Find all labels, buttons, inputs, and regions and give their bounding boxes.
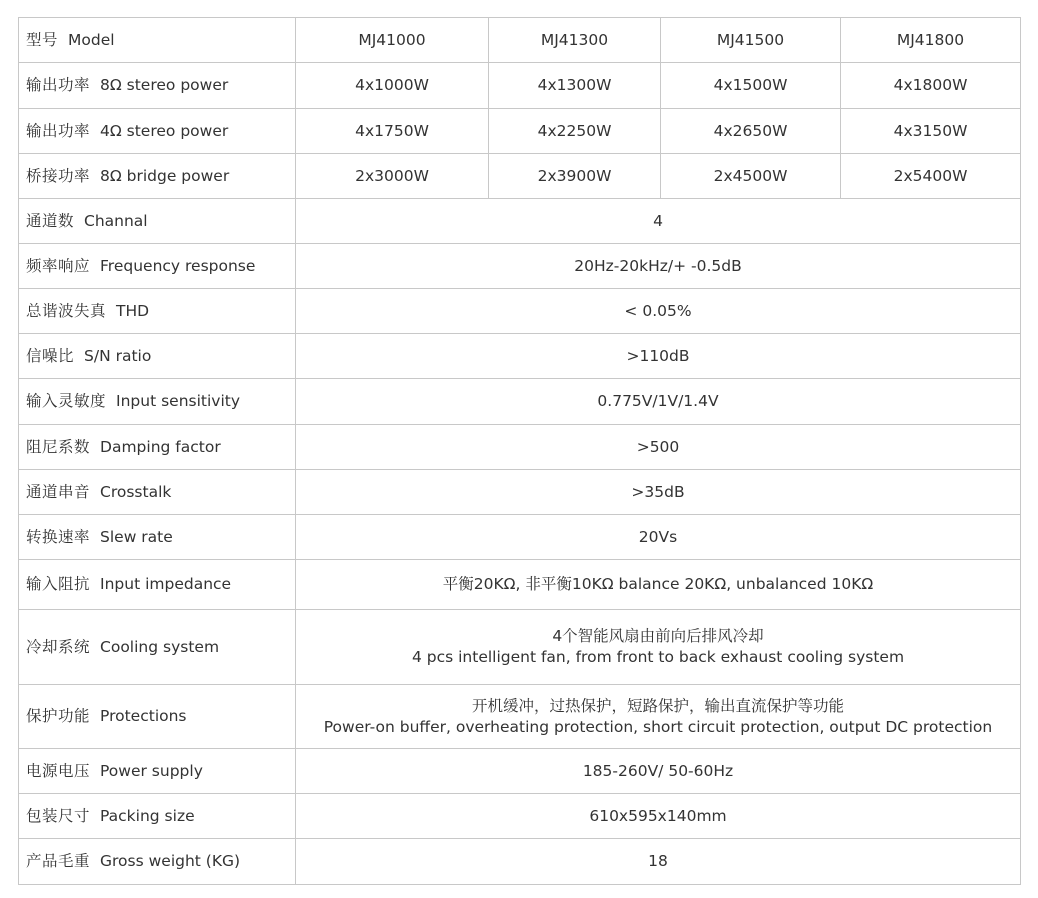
row-label-zh: 总谐波失真 <box>26 301 107 320</box>
spec-table-body <box>19 18 1021 885</box>
row-label-en: Channal <box>84 211 148 230</box>
row-label <box>19 109 296 154</box>
row-label-zh: 转换速率 <box>26 527 91 546</box>
model-cell: MJ41300 <box>489 18 661 63</box>
power-cell: 4x3150W <box>841 109 1021 154</box>
table-row <box>19 379 1021 425</box>
row-label-zh: 信噪比 <box>26 346 75 365</box>
spec-value <box>296 794 1021 839</box>
row-label-en: Cooling system <box>100 637 220 656</box>
table-row <box>19 63 1021 109</box>
spec-value-line: 0.775V/1V/1.4V <box>597 392 719 410</box>
row-label-en: Input impedance <box>100 575 232 593</box>
table-row <box>19 289 1021 334</box>
row-label-en: Frequency response <box>100 256 256 275</box>
power-cell: 2x4500W <box>661 154 841 199</box>
row-label <box>19 379 296 425</box>
spec-value <box>296 839 1021 885</box>
row-label <box>19 289 296 334</box>
table-row <box>19 794 1021 839</box>
power-cell: 4x2650W <box>661 109 841 154</box>
spec-value-line: 平衡20KΩ, 非平衡10KΩ balance 20KΩ, unbalanced 10KΩ <box>442 575 874 593</box>
power-cell: 2x3000W <box>296 154 489 199</box>
table-row <box>19 749 1021 794</box>
row-label-zh: 输出功率 <box>26 76 91 94</box>
model-cell: MJ41800 <box>841 18 1021 63</box>
spec-value <box>296 515 1021 560</box>
spec-value-line: >110dB <box>626 346 690 365</box>
table-row <box>19 425 1021 470</box>
spec-value-line: 20Hz-20kHz/+ -0.5dB <box>574 256 742 275</box>
row-label-en: 4Ω stereo power <box>100 121 229 140</box>
table-row <box>19 109 1021 154</box>
model-cell: MJ41500 <box>661 18 841 63</box>
row-label <box>19 63 296 109</box>
spec-value <box>296 425 1021 470</box>
row-label <box>19 425 296 470</box>
spec-value <box>296 244 1021 289</box>
row-label-zh: 频率响应 <box>26 256 91 275</box>
table-row <box>19 685 1021 749</box>
spec-value <box>296 610 1021 685</box>
spec-value-line: 4 <box>653 211 663 230</box>
row-label <box>19 515 296 560</box>
row-label-en: 8Ω stereo power <box>100 76 229 94</box>
power-cell: 4x2250W <box>489 109 661 154</box>
power-cell: 2x3900W <box>489 154 661 199</box>
row-label <box>19 18 296 63</box>
row-label-en: Crosstalk <box>100 482 172 501</box>
row-label-zh: 输出功率 <box>26 121 91 140</box>
row-label-en: S/N ratio <box>84 346 152 365</box>
row-label-zh: 冷却系统 <box>26 637 91 656</box>
row-label <box>19 199 296 244</box>
spec-value-line: < 0.05% <box>624 301 692 320</box>
row-label-zh: 包装尺寸 <box>26 806 91 825</box>
spec-value-line: 4个智能风扇由前向后排风冷却 <box>552 627 764 645</box>
spec-value <box>296 560 1021 610</box>
row-label-zh: 产品毛重 <box>26 852 91 870</box>
power-cell: 4x1750W <box>296 109 489 154</box>
row-label-en: 8Ω bridge power <box>100 166 230 185</box>
row-label-zh: 输入阻抗 <box>26 575 91 593</box>
spec-value-line: 20Vs <box>638 527 678 546</box>
power-cell: 4x1800W <box>841 63 1021 109</box>
spec-table <box>18 17 1021 885</box>
spec-value-line: 610x595x140mm <box>589 806 727 825</box>
spec-value <box>296 289 1021 334</box>
row-label-zh: 桥接功率 <box>26 166 91 185</box>
spec-value <box>296 199 1021 244</box>
row-label-zh: 通道串音 <box>26 482 91 501</box>
row-label <box>19 685 296 749</box>
row-label-en: Model <box>68 30 115 49</box>
table-row <box>19 334 1021 379</box>
row-label-en: Protections <box>100 707 187 725</box>
row-label-en: Slew rate <box>100 527 173 546</box>
spec-value <box>296 379 1021 425</box>
spec-value <box>296 685 1021 749</box>
spec-value-line: >35dB <box>631 482 685 501</box>
row-label <box>19 749 296 794</box>
table-row <box>19 154 1021 199</box>
row-label-zh: 输入灵敏度 <box>26 392 107 410</box>
row-label-en: Input sensitivity <box>116 392 241 410</box>
row-label <box>19 794 296 839</box>
row-label-zh: 型号 <box>26 30 59 49</box>
power-cell: 4x1300W <box>489 63 661 109</box>
spec-value-line: 185-260V/ 50-60Hz <box>582 761 734 780</box>
power-cell: 2x5400W <box>841 154 1021 199</box>
row-label-en: Power supply <box>100 761 203 780</box>
model-cell: MJ41000 <box>296 18 489 63</box>
spec-value <box>296 749 1021 794</box>
row-label <box>19 244 296 289</box>
table-row <box>19 839 1021 885</box>
table-row <box>19 610 1021 685</box>
spec-value <box>296 334 1021 379</box>
row-label-zh: 电源电压 <box>26 761 91 780</box>
row-label <box>19 334 296 379</box>
row-label <box>19 470 296 515</box>
spec-value <box>296 470 1021 515</box>
row-label-en: Packing size <box>100 806 195 825</box>
row-label <box>19 839 296 885</box>
row-label <box>19 610 296 685</box>
power-cell: 4x1000W <box>296 63 489 109</box>
spec-value-line: 4 pcs intelligent fan, from front to back exhaust cooling system <box>411 648 905 666</box>
spec-value-line: 18 <box>648 852 668 870</box>
row-label-zh: 保护功能 <box>26 707 91 725</box>
spec-value-line: Power-on buffer, overheating protection, short circuit protection, output DC protection <box>323 717 993 736</box>
table-row <box>19 560 1021 610</box>
row-label-en: Gross weight (KG) <box>100 852 241 870</box>
row-label-en: Damping factor <box>100 437 221 456</box>
table-row <box>19 470 1021 515</box>
row-label-zh: 阻尼系数 <box>26 437 91 456</box>
table-row <box>19 515 1021 560</box>
row-label <box>19 560 296 610</box>
spec-value-line: 开机缓冲，过热保护，短路保护，输出直流保护等功能 <box>471 696 844 715</box>
row-label-en: THD <box>116 301 150 320</box>
spec-value-line: >500 <box>636 437 680 456</box>
row-label-zh: 通道数 <box>26 211 75 230</box>
table-row <box>19 244 1021 289</box>
power-cell: 4x1500W <box>661 63 841 109</box>
table-row <box>19 199 1021 244</box>
table-row <box>19 18 1021 63</box>
row-label <box>19 154 296 199</box>
